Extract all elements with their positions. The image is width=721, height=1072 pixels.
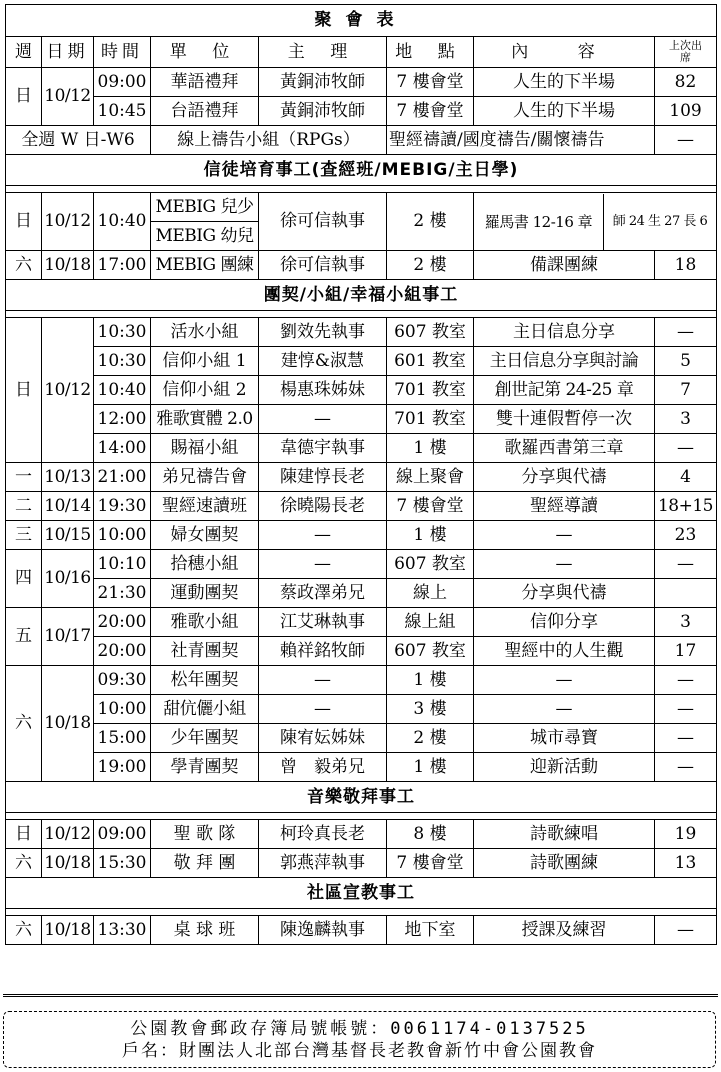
attendance-cell: 23 <box>655 521 717 550</box>
day-cell: 六 <box>6 916 42 945</box>
fellowship-row <box>6 318 717 347</box>
host-cell: — <box>259 666 387 695</box>
date-cell: 10/18 <box>42 849 94 878</box>
time-cell: 12:00 <box>94 405 151 434</box>
place-cell: 607 教室 <box>387 550 474 579</box>
host-cell: — <box>259 695 387 724</box>
weekly-prayer-row <box>6 126 717 155</box>
unit-cell: 運動團契 <box>151 579 259 608</box>
host-cell: 黃銅沛牧師 <box>259 68 387 97</box>
date-cell: 10/18 <box>42 666 94 782</box>
section-title: 社區宣教事工 <box>6 878 717 909</box>
weekly-content: 聖經禱讀/國度禱告/關懷禱告 <box>387 126 655 155</box>
schedule-table <box>5 4 717 945</box>
unit-cell: 聖 歌 隊 <box>151 820 259 849</box>
date-cell: 10/18 <box>42 916 94 945</box>
host-cell: 徐可信執事 <box>259 193 387 251</box>
host-cell: 江艾琳執事 <box>259 608 387 637</box>
place-cell: 地下室 <box>387 916 474 945</box>
attendance-cell <box>655 579 717 608</box>
time-cell: 10:00 <box>94 521 151 550</box>
content-cell: 授課及練習 <box>474 916 655 945</box>
place-cell: 601 教室 <box>387 347 474 376</box>
day-cell: 日 <box>6 68 42 126</box>
music-row <box>6 820 717 849</box>
day-cell: 日 <box>6 193 42 251</box>
place-cell: 線上組 <box>387 608 474 637</box>
content-cell: 分享與代禱 <box>474 463 655 492</box>
unit-cell: 社青團契 <box>151 637 259 666</box>
unit-cell: MEBIG 團練 <box>151 251 259 280</box>
attendance-cell: 4 <box>655 463 717 492</box>
time-cell: 20:00 <box>94 637 151 666</box>
place-cell: 2 樓 <box>387 724 474 753</box>
unit-cell: 弟兄禱告會 <box>151 463 259 492</box>
place-cell: 2 樓 <box>387 251 474 280</box>
unit-cell: 信仰小組 1 <box>151 347 259 376</box>
place-cell: 7 樓會堂 <box>387 97 474 126</box>
header-time: 時間 <box>94 37 151 68</box>
place-cell: 1 樓 <box>387 666 474 695</box>
time-cell: 15:00 <box>94 724 151 753</box>
unit-cell: 雅歌小組 <box>151 608 259 637</box>
day-cell: 五 <box>6 608 42 666</box>
content-cell: 分享與代禱 <box>474 579 655 608</box>
time-cell: 09:00 <box>94 68 151 97</box>
attendance-cell: — <box>655 695 717 724</box>
day-cell: 六 <box>6 666 42 782</box>
attendance-cell: 師 24 生 27 長 6 <box>612 214 708 229</box>
time-cell: 09:00 <box>94 820 151 849</box>
attendance-cell: 19 <box>655 820 717 849</box>
unit-cell: 聖經速讀班 <box>151 492 259 521</box>
unit-cell: 松年團契 <box>151 666 259 695</box>
section-title: 音樂敬拜事工 <box>6 782 717 813</box>
content-cell: — <box>474 521 655 550</box>
fellowship-row <box>6 637 717 666</box>
time-cell: 17:00 <box>94 251 151 280</box>
unit-cell: 少年團契 <box>151 724 259 753</box>
time-cell: 10:00 <box>94 695 151 724</box>
place-cell: 線上聚會 <box>387 463 474 492</box>
time-cell: 15:30 <box>94 849 151 878</box>
attendance-cell: — <box>655 753 717 782</box>
header-unit: 單 位 <box>151 37 259 68</box>
date-cell: 10/18 <box>42 251 94 280</box>
host-cell: 賴祥銘牧師 <box>259 637 387 666</box>
place-cell: 1 樓 <box>387 753 474 782</box>
host-cell: 黃銅沛牧師 <box>259 97 387 126</box>
education-row <box>6 193 717 222</box>
fellowship-row <box>6 579 717 608</box>
header-content: 內 容 <box>474 37 655 68</box>
weekly-unit: 線上禱告小組（RPGs） <box>151 126 387 155</box>
attendance-cell: — <box>655 724 717 753</box>
attendance-cell: 5 <box>655 347 717 376</box>
unit-cell: MEBIG 兒少 <box>151 193 259 222</box>
date-cell: 10/14 <box>42 492 94 521</box>
attendance-cell: — <box>655 666 717 695</box>
attendance-cell: — <box>655 916 717 945</box>
account-name: 戶名：財團法人北部台灣基督長老教會新竹中會公園教會 <box>122 1041 597 1061</box>
fellowship-row <box>6 695 717 724</box>
time-cell: 10:40 <box>94 376 151 405</box>
content-cell: 信仰分享 <box>474 608 655 637</box>
fellowship-row <box>6 550 717 579</box>
fellowship-row <box>6 753 717 782</box>
time-cell: 09:30 <box>94 666 151 695</box>
host-cell: 韋德宇執事 <box>259 434 387 463</box>
place-cell: 701 教室 <box>387 405 474 434</box>
content-cell: 迎新活動 <box>474 753 655 782</box>
content-cell: 備課團練 <box>474 251 655 280</box>
attendance-cell: 18 <box>655 251 717 280</box>
content-cell: 城市尋寶 <box>474 724 655 753</box>
page-title: 聚會表 <box>6 5 717 37</box>
unit-cell: 賜福小組 <box>151 434 259 463</box>
attendance-cell: 13 <box>655 849 717 878</box>
unit-cell: 甜伉儷小組 <box>151 695 259 724</box>
time-cell: 14:00 <box>94 434 151 463</box>
unit-cell: 婦女團契 <box>151 521 259 550</box>
host-cell: 陳建惇長老 <box>259 463 387 492</box>
fellowship-row <box>6 666 717 695</box>
host-cell: — <box>259 521 387 550</box>
section-music <box>6 782 717 813</box>
section-education <box>6 155 717 186</box>
date-cell: 10/12 <box>42 68 94 126</box>
place-cell: 607 教室 <box>387 318 474 347</box>
time-cell: 21:00 <box>94 463 151 492</box>
place-cell: 607 教室 <box>387 637 474 666</box>
section-fellowship <box>6 280 717 311</box>
day-cell: 三 <box>6 521 42 550</box>
content-cell <box>474 193 717 251</box>
attendance-cell: 7 <box>655 376 717 405</box>
time-cell: 10:30 <box>94 347 151 376</box>
weekly-label: 全週 W 日-W6 <box>6 126 151 155</box>
content-cell: 雙十連假暫停一次 <box>474 405 655 434</box>
fellowship-row <box>6 405 717 434</box>
attendance-cell: 18+15 <box>655 492 717 521</box>
unit-cell: MEBIG 幼兒 <box>151 222 259 251</box>
header-host: 主 理 <box>259 37 387 68</box>
worship-row <box>6 68 717 97</box>
place-cell: 7 樓會堂 <box>387 492 474 521</box>
attendance-cell: 82 <box>655 68 717 97</box>
host-cell: 郭燕萍執事 <box>259 849 387 878</box>
time-cell: 19:00 <box>94 753 151 782</box>
fellowship-row <box>6 724 717 753</box>
content-cell: 人生的下半場 <box>474 68 655 97</box>
day-cell: 六 <box>6 849 42 878</box>
fellowship-row <box>6 347 717 376</box>
unit-cell: 台語禮拜 <box>151 97 259 126</box>
content-cell: 詩歌練唱 <box>474 820 655 849</box>
unit-cell: 拾穗小組 <box>151 550 259 579</box>
fellowship-row <box>6 434 717 463</box>
date-cell: 10/15 <box>42 521 94 550</box>
schedule-sheet <box>5 4 716 945</box>
content-cell: — <box>474 695 655 724</box>
place-cell: 8 樓 <box>387 820 474 849</box>
date-cell: 10/17 <box>42 608 94 666</box>
host-cell: 徐可信執事 <box>259 251 387 280</box>
fellowship-row <box>6 492 717 521</box>
donation-footer <box>3 1011 716 1068</box>
host-cell: — <box>259 405 387 434</box>
day-cell: 日 <box>6 820 42 849</box>
attendance-cell: 3 <box>655 608 717 637</box>
host-cell: 楊惠珠姊妹 <box>259 376 387 405</box>
community-row <box>6 916 717 945</box>
time-cell: 20:00 <box>94 608 151 637</box>
section-title: 信徒培育事工(查經班/MEBIG/主日學) <box>6 155 717 186</box>
fellowship-row <box>6 376 717 405</box>
section-community <box>6 878 717 909</box>
place-cell: 線上 <box>387 579 474 608</box>
host-cell: 徐曉陽長老 <box>259 492 387 521</box>
postal-account: 公園教會郵政存簿局號帳號：0061174-0137525 <box>130 1019 589 1039</box>
unit-cell: 活水小組 <box>151 318 259 347</box>
day-cell: 日 <box>6 318 42 463</box>
header-row <box>6 37 717 68</box>
content-cell: 聖經導讀 <box>474 492 655 521</box>
section-title: 團契/小組/幸福小組事工 <box>6 280 717 311</box>
unit-cell: 敬 拜 團 <box>151 849 259 878</box>
place-cell: 7 樓會堂 <box>387 849 474 878</box>
attendance-cell: 3 <box>655 405 717 434</box>
place-cell: 701 教室 <box>387 376 474 405</box>
divider <box>3 994 718 997</box>
host-cell: 柯玲真長老 <box>259 820 387 849</box>
content-cell: 主日信息分享與討論 <box>474 347 655 376</box>
attendance-cell: — <box>655 434 717 463</box>
host-cell: 陳逸麟執事 <box>259 916 387 945</box>
attendance-cell: 17 <box>655 637 717 666</box>
time-cell: 21:30 <box>94 579 151 608</box>
fellowship-row <box>6 521 717 550</box>
place-cell: 1 樓 <box>387 434 474 463</box>
content-cell: 人生的下半場 <box>474 97 655 126</box>
host-cell: 建惇&淑慧 <box>259 347 387 376</box>
host-cell: 蔡政澤弟兄 <box>259 579 387 608</box>
unit-cell: 雅歌實體 2.0 <box>151 405 259 434</box>
content-cell: — <box>474 666 655 695</box>
content-cell: — <box>474 550 655 579</box>
worship-row <box>6 97 717 126</box>
attendance-cell: — <box>655 126 717 155</box>
music-row <box>6 849 717 878</box>
fellowship-row <box>6 463 717 492</box>
time-cell: 10:40 <box>94 193 151 251</box>
host-cell: 曾 毅弟兄 <box>259 753 387 782</box>
attendance-cell: — <box>655 318 717 347</box>
header-last-attendance: 上次出席 <box>655 37 717 68</box>
time-cell: 13:30 <box>94 916 151 945</box>
date-cell: 10/12 <box>42 820 94 849</box>
time-cell: 10:45 <box>94 97 151 126</box>
date-cell: 10/13 <box>42 463 94 492</box>
host-cell: — <box>259 550 387 579</box>
attendance-cell: — <box>655 550 717 579</box>
content-cell: 創世記第 24-25 章 <box>474 376 655 405</box>
place-cell: 1 樓 <box>387 521 474 550</box>
unit-cell: 桌 球 班 <box>151 916 259 945</box>
place-cell: 3 樓 <box>387 695 474 724</box>
content-text: 羅馬書 12-16 章 <box>474 194 604 250</box>
header-week: 週 <box>6 37 42 68</box>
day-cell: 四 <box>6 550 42 608</box>
date-cell: 10/16 <box>42 550 94 608</box>
header-place: 地 點 <box>387 37 474 68</box>
header-date: 日期 <box>42 37 94 68</box>
time-cell: 10:30 <box>94 318 151 347</box>
place-cell: 7 樓會堂 <box>387 68 474 97</box>
day-cell: 二 <box>6 492 42 521</box>
unit-cell: 學青團契 <box>151 753 259 782</box>
content-cell: 主日信息分享 <box>474 318 655 347</box>
fellowship-row <box>6 608 717 637</box>
day-cell: 六 <box>6 251 42 280</box>
time-cell: 19:30 <box>94 492 151 521</box>
day-cell: 一 <box>6 463 42 492</box>
place-cell: 2 樓 <box>387 193 474 251</box>
content-cell: 歌羅西書第三章 <box>474 434 655 463</box>
education-row <box>6 251 717 280</box>
host-cell: 陳宥妘姊妹 <box>259 724 387 753</box>
date-cell: 10/12 <box>42 318 94 463</box>
host-cell: 劉效先執事 <box>259 318 387 347</box>
unit-cell: 華語禮拜 <box>151 68 259 97</box>
date-cell: 10/12 <box>42 193 94 251</box>
attendance-cell: 109 <box>655 97 717 126</box>
content-cell: 詩歌團練 <box>474 849 655 878</box>
unit-cell: 信仰小組 2 <box>151 376 259 405</box>
content-cell: 聖經中的人生觀 <box>474 637 655 666</box>
time-cell: 10:10 <box>94 550 151 579</box>
